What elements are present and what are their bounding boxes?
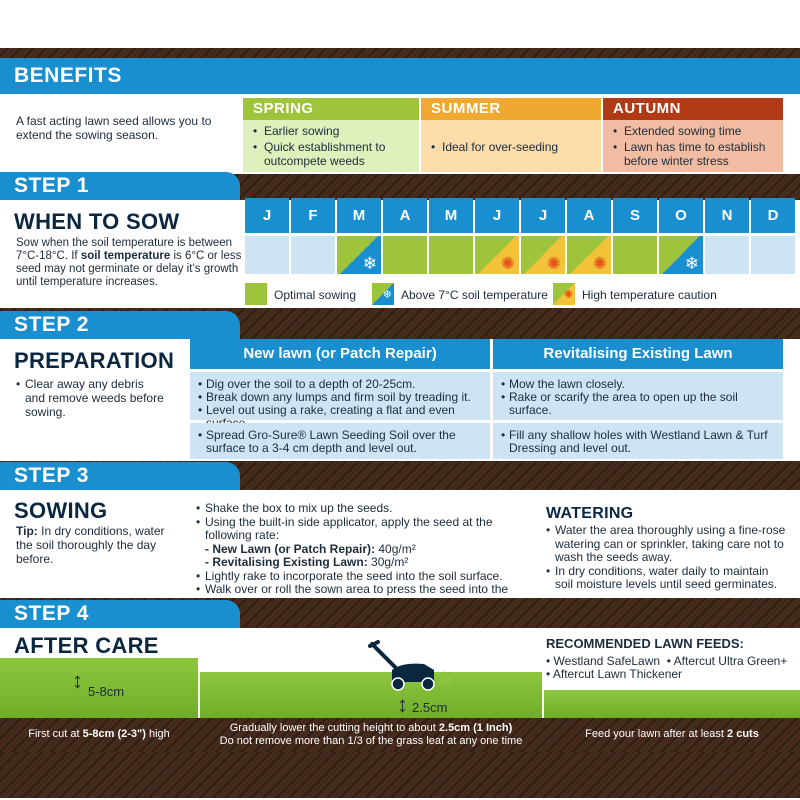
month-header-4: M	[429, 198, 473, 233]
season-benefit-0: • Ideal for over-seeding	[431, 140, 591, 154]
step2-label: STEP 2	[14, 313, 89, 336]
short-grass-panel	[544, 690, 800, 718]
season-benefit-1: • Quick establishment to outcompete weeds	[253, 140, 409, 168]
month-header-6: J	[521, 198, 565, 233]
season-benefit-0: • Earlier sowing	[253, 124, 409, 138]
month-header-3: A	[383, 198, 427, 233]
legend-high-label: High temperature caution	[582, 288, 717, 302]
existing-lawn-item-0: • Mow the lawn closely.	[501, 378, 775, 391]
caption-lower-height: Gradually lower the cutting height to about 2.5cm (1 Inch) Do not remove more than 1/3 of the grass leaf at any one time	[219, 722, 523, 747]
watering-step-0: • Water the area thoroughly using a fine-rose watering can or sprinkler, taking care not to wash the seeds away.	[546, 524, 786, 565]
season-spring-body	[243, 120, 419, 172]
month-cell-5	[475, 236, 519, 274]
season-benefit-1: • Lawn has time to establish before winter stress	[613, 140, 773, 168]
caption-feed: Feed your lawn after at least 2 cuts	[585, 728, 759, 740]
sowing-step-0: • Shake the box to mix up the seeds.	[196, 502, 526, 516]
existing-lawn-steps	[493, 372, 783, 420]
month-cell-6	[521, 236, 565, 274]
month-header-5: J	[475, 198, 519, 233]
month-cell-9	[659, 236, 703, 274]
season-benefit-0: • Extended sowing time	[613, 124, 773, 138]
existing-lawn-dressing-item-0: • Fill any shallow holes with Westland Lawn & Turf Dressing and level out.	[501, 429, 775, 455]
new-lawn-item-2: • Level out using a rake, creating a flat and even	[198, 404, 482, 430]
feeds-heading: RECOMMENDED LAWN FEEDS:	[546, 636, 744, 651]
feeds-line1: • Westland SafeLawn • Aftercut Ultra Green+	[546, 654, 788, 668]
sun-icon: ✺	[500, 254, 515, 273]
season-summer-body	[421, 120, 601, 172]
month-cell-0	[245, 236, 289, 274]
step3-tip: Tip: In dry conditions, water the soil thoroughly the day before.	[16, 524, 165, 566]
month-cell-3	[383, 236, 427, 274]
new-lawn-steps	[190, 372, 490, 420]
sun-icon: ✺	[546, 254, 561, 273]
watering-heading: WATERING	[546, 505, 634, 522]
snowflake-icon: ❄	[382, 289, 392, 301]
month-header-7: A	[567, 198, 611, 233]
step2-heading: PREPARATION	[14, 348, 175, 373]
step3-heading: SOWING	[14, 498, 108, 523]
step1-label: STEP 1	[14, 174, 89, 197]
month-header-9: O	[659, 198, 703, 233]
month-cell-4	[429, 236, 473, 274]
step1-text: Sow when the soil temperature is between 7°C-18°C. If soil temperature is 6°C or less seed may not germinate or delay it’s growth until temperature increases.	[16, 237, 242, 288]
height2-label: 2.5cm	[412, 700, 448, 715]
legend-above7-label: Above 7°C soil temperature	[401, 288, 548, 302]
lawn-mower-icon	[368, 640, 458, 692]
season-autumn-body	[603, 120, 783, 172]
new-lawn-header: New lawn (or Patch Repair)	[190, 339, 490, 369]
month-cell-8	[613, 236, 657, 274]
legend-optimal-label: Optimal sowing	[274, 288, 357, 302]
new-lawn-soil-item-0: • Spread Gro-Sure® Lawn Seeding Soil over the surface to a 3-4 cm depth and level out.	[198, 429, 482, 455]
height1-label: 5-8cm	[88, 684, 125, 699]
existing-lawn-dressing	[493, 423, 783, 459]
existing-lawn-item-1: • Rake or scarify the area to open up the soil surface.	[501, 391, 775, 417]
sun-icon: ✺	[563, 289, 573, 301]
benefits-title: BENEFITS	[0, 58, 170, 94]
watering-steps	[546, 524, 786, 592]
sowing-step-1: • Using the built-in side applicator, apply the seed at the following rate:	[196, 516, 526, 543]
step2-intro	[16, 377, 166, 419]
month-cell-10	[705, 236, 749, 274]
sowing-step-late-0: • Lightly rake to incorporate the seed into the soil surface.	[196, 570, 526, 584]
height-arrow-icon: ↕	[397, 692, 408, 717]
month-header-2: M	[337, 198, 381, 233]
month-header-1: F	[291, 198, 335, 233]
month-cell-11	[751, 236, 795, 274]
new-lawn-soil	[190, 423, 490, 459]
month-cell-7	[567, 236, 611, 274]
step4-label: STEP 4	[14, 602, 89, 625]
height-arrow-icon: ↕	[72, 668, 83, 693]
month-cell-2	[337, 236, 381, 274]
month-cell-1	[291, 236, 335, 274]
snowflake-icon: ❄	[362, 254, 377, 273]
step4-heading: AFTER CARE	[14, 633, 159, 658]
month-header-10: N	[705, 198, 749, 233]
step1-heading: WHEN TO SOW	[14, 209, 180, 234]
legend-high-swatch	[553, 283, 575, 305]
benefits-intro: A fast acting lawn seed allows you to extend the sowing season.	[16, 114, 212, 142]
sowing-steps: • Shake the box to mix up the seeds. • Using the built-in side applicator, apply the seed at the following rate: - New Lawn (or Patch Repair): 40g/m² - Revitalising Existing Lawn: 30g/m² • Lightly rake to incorporate the seed into the soil surface. • Walk over or roll the sown area to press the seed into the	[196, 502, 526, 610]
prep-intro-item-0: • Clear away any debris and remove weeds before sowing.	[16, 377, 166, 419]
caption-first-cut: First cut at 5-8cm (2-3") high	[28, 728, 170, 740]
season-spring-header: SPRING	[243, 98, 419, 120]
season-autumn-header: AUTUMN	[603, 98, 783, 120]
month-header-0: J	[245, 198, 289, 233]
new-lawn-item-0: • Dig over the soil to a depth of 20-25cm.	[198, 378, 482, 391]
season-summer-header: SUMMER	[421, 98, 601, 120]
month-header-8: S	[613, 198, 657, 233]
legend-optimal-swatch	[245, 283, 267, 305]
new-lawn-item-1: • Break down any lumps and firm soil by treading it.	[198, 391, 482, 404]
step3-label: STEP 3	[14, 464, 89, 487]
month-header-11: D	[751, 198, 795, 233]
legend-above7-swatch	[372, 283, 394, 305]
sowing-step-late-1: • Walk over or roll the sown area to press the seed into the	[196, 583, 526, 610]
feeds-line2: • Aftercut Lawn Thickener	[546, 667, 683, 681]
snowflake-icon: ❄	[684, 254, 699, 273]
existing-lawn-header: Revitalising Existing Lawn	[493, 339, 783, 369]
watering-step-1: • In dry conditions, water daily to maintain soil moisture levels until seed germinates.	[546, 565, 786, 592]
sun-icon: ✺	[592, 254, 607, 273]
